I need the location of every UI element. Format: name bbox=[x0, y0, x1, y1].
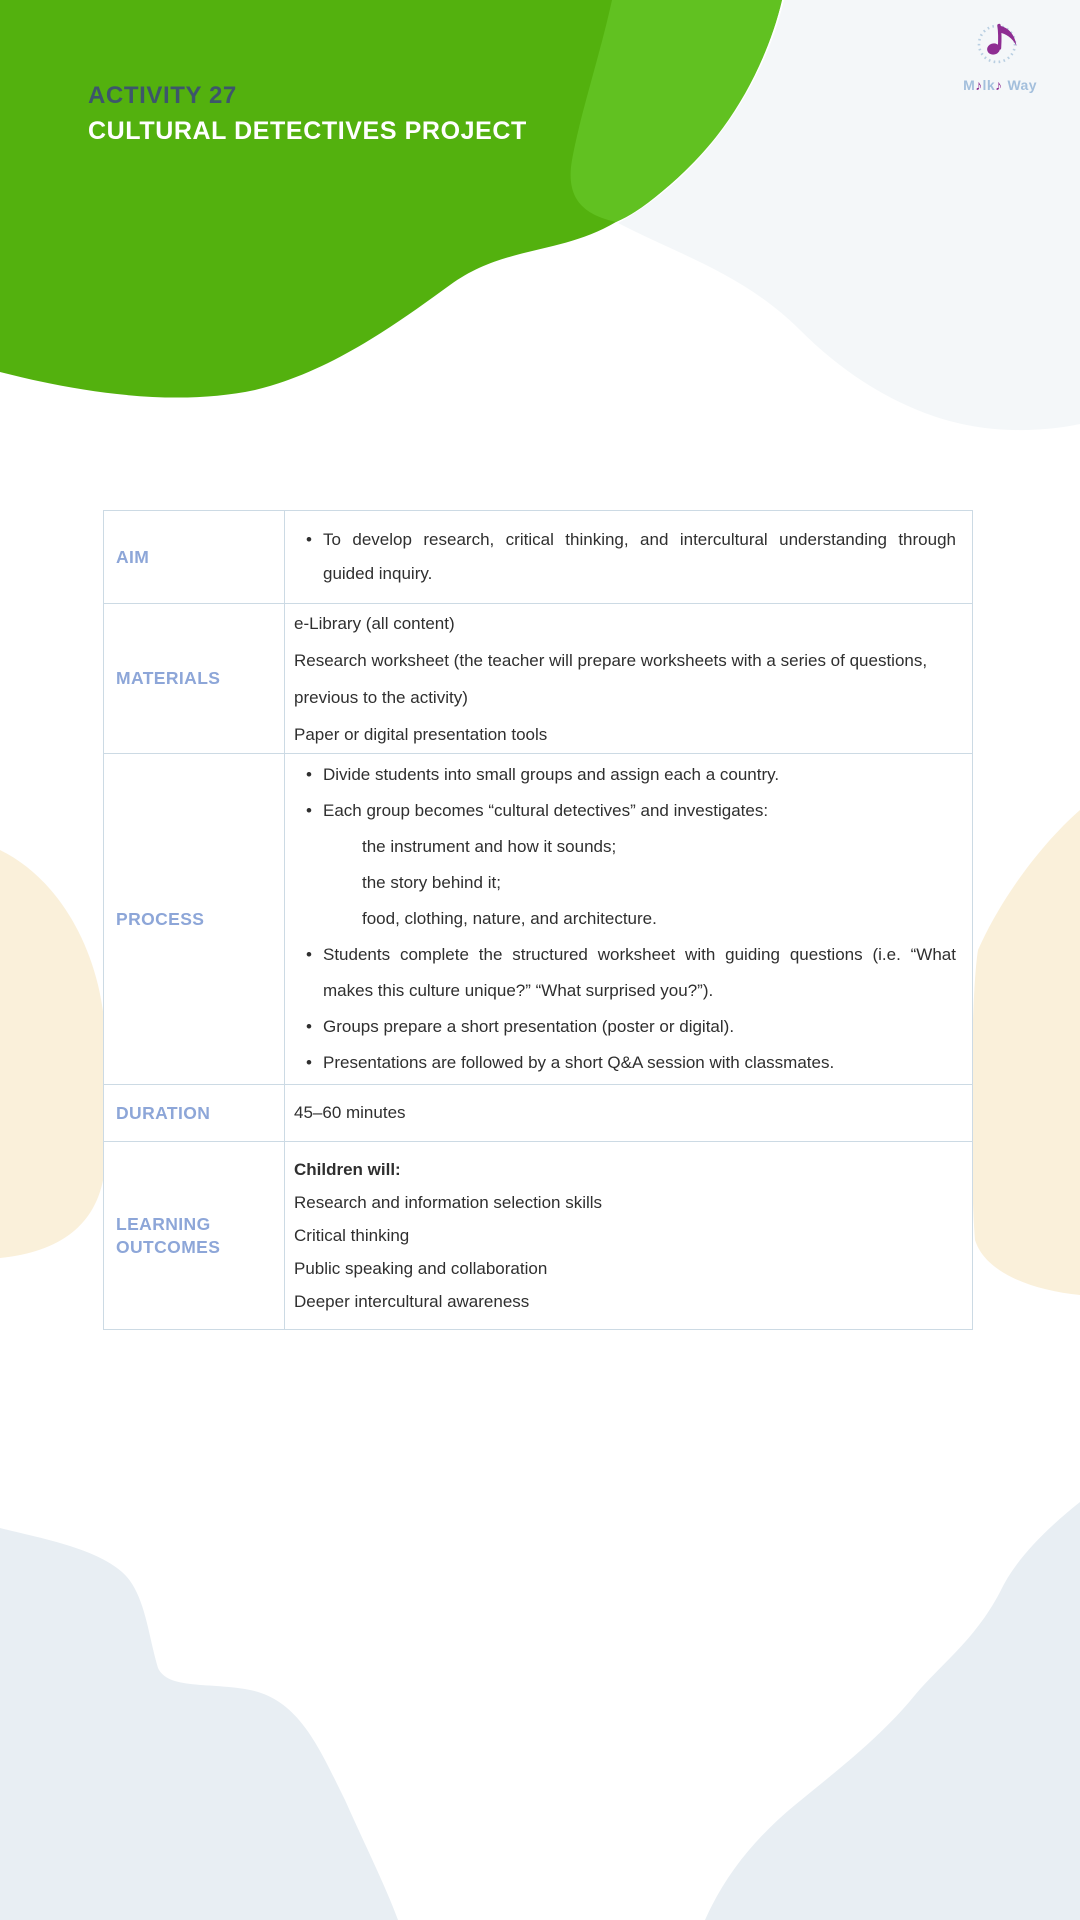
content-line: food, clothing, nature, and architecture. bbox=[362, 909, 657, 928]
activity-table bbox=[103, 510, 973, 1330]
content-line: the instrument and how it sounds; bbox=[362, 837, 617, 856]
cream-blob-right bbox=[972, 810, 1080, 1295]
content-line: Deeper intercultural awareness bbox=[294, 1292, 530, 1311]
row-label-process: PROCESS bbox=[104, 754, 285, 1084]
page-title: CULTURAL DETECTIVES PROJECT bbox=[88, 117, 527, 145]
row-label-learning-outcomes: LEARNING OUTCOMES bbox=[104, 1142, 285, 1329]
content-line: Research worksheet (the teacher will prepare worksheets with a series of questions, previous to the activity) bbox=[294, 650, 928, 707]
content-line: the story behind it; bbox=[362, 873, 501, 892]
table-row-process bbox=[104, 753, 972, 1084]
content-line: • Each group becomes “cultural detectives” and investigates: bbox=[294, 793, 956, 829]
table-row-learning-outcomes bbox=[104, 1141, 972, 1329]
content-line: • Presentations are followed by a short Q&A session with classmates. bbox=[294, 1045, 956, 1081]
activity-number-label: ACTIVITY 27 bbox=[88, 82, 237, 109]
content-line: • Divide students into small groups and assign each a country. bbox=[294, 757, 956, 793]
row-content-duration bbox=[285, 1085, 972, 1141]
content-line: Research and information selection skills bbox=[294, 1193, 603, 1212]
brand-part: Way bbox=[1007, 77, 1037, 93]
content-line: 45–60 minutes bbox=[294, 1103, 406, 1122]
content-line: • To develop research, critical thinking, and intercultural understanding through guided inquiry. bbox=[294, 523, 956, 591]
row-content-aim bbox=[285, 511, 972, 603]
content-line: • Groups prepare a short presentation (poster or digital). bbox=[294, 1009, 956, 1045]
row-label-duration: DURATION bbox=[104, 1085, 285, 1141]
row-content-process bbox=[285, 754, 972, 1084]
content-line: • Students complete the structured worksheet with guiding questions (i.e. “What makes this culture unique?” “What surprised you?”). bbox=[294, 937, 956, 1009]
note-glyph-icon: ♪ bbox=[995, 77, 1003, 93]
brand-logo bbox=[940, 18, 1060, 93]
table-row-duration bbox=[104, 1084, 972, 1141]
content-line: Critical thinking bbox=[294, 1226, 410, 1245]
header bbox=[88, 82, 527, 146]
note-glyph-icon: ♪ bbox=[975, 77, 983, 93]
brand-part: lk bbox=[982, 77, 996, 93]
row-content-materials bbox=[285, 604, 972, 753]
table-row-materials bbox=[104, 603, 972, 753]
content-line: Children will: bbox=[294, 1160, 401, 1179]
table-row-aim bbox=[104, 511, 972, 603]
content-line: Paper or digital presentation tools bbox=[294, 724, 548, 744]
brand-part: M bbox=[963, 77, 976, 93]
brand-name bbox=[940, 77, 1060, 93]
music-note-logo-icon bbox=[940, 18, 1060, 70]
gray-blob-bottom-right bbox=[705, 1502, 1080, 1920]
content-line: Public speaking and collaboration bbox=[294, 1259, 548, 1278]
row-label-materials: MATERIALS bbox=[104, 604, 285, 753]
cream-blob-left bbox=[0, 850, 109, 1258]
row-content-learning-outcomes bbox=[285, 1142, 972, 1329]
row-label-aim: AIM bbox=[104, 511, 285, 603]
gray-blob-bottom-left bbox=[0, 1528, 398, 1920]
content-line: e-Library (all content) bbox=[294, 613, 455, 633]
